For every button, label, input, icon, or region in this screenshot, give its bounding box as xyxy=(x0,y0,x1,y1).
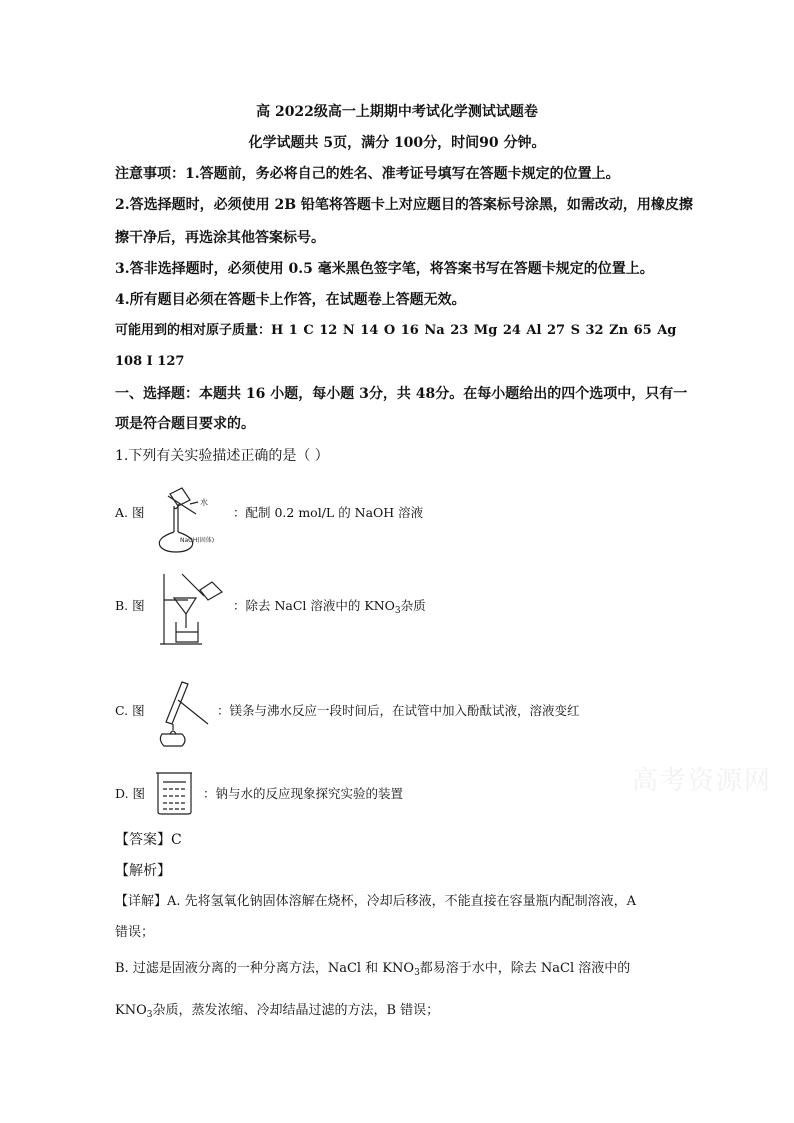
answer-line: 【答案】C xyxy=(115,832,182,848)
detail-b-line-2-main: KNO xyxy=(115,1003,147,1018)
detail-b-line-2-subscript: 3 xyxy=(146,1010,153,1020)
option-a-text: ：配制 0.2 mol/L 的 NaOH 溶液 xyxy=(233,505,424,520)
notice-line-2b: 擦干净后，再选涂其他答案标号。 xyxy=(115,230,325,246)
exam-subtitle: 化学试题共 5页，满分 100分，时间90 分钟。 xyxy=(248,135,546,151)
detail-b-line-2 xyxy=(115,1001,439,1025)
detail-b-line-1-subscript: 3 xyxy=(414,968,420,978)
atomic-masses-line-a: 可能用到的相对原子质量：H 1 C 12 N 14 O 16 Na 23 Mg 24 Al 27 S 32 Zn 65 Ag xyxy=(115,323,677,338)
detail-b-line-1 xyxy=(115,959,630,983)
volumetric-flask-figure xyxy=(150,486,232,554)
detail-a-line-1: 【详解】A. 先将氢氧化钠固体溶解在烧杯，冷却后移液，不能直接在容量瓶内配制溶液，A xyxy=(115,894,637,909)
option-c-label: C. 图 xyxy=(115,703,145,718)
notice-line-3: 3.答非选择题时，必须使用 0.5 毫米黑色签字笔，将答案书写在答题卡规定的位置上。 xyxy=(115,261,654,277)
option-b-text-tail: 杂质 xyxy=(400,598,426,613)
option-b-text xyxy=(233,596,426,621)
watermark-text: 高考资源网 xyxy=(632,766,773,796)
figure-label-naoh: NaOH(固体) xyxy=(180,537,215,544)
figure-label-water: 水 xyxy=(200,498,208,507)
notice-line-1: 注意事项：1.答题前，务必将自己的姓名、准考证号填写在答题卡规定的位置上。 xyxy=(115,166,620,182)
notice-line-4: 4.所有题目必须在答题卡上作答，在试题卷上答题无效。 xyxy=(115,292,466,308)
test-tube-heating-figure xyxy=(148,678,214,752)
detail-a-line-2: 错误； xyxy=(115,925,155,940)
option-a-label: A. 图 xyxy=(115,505,145,520)
option-d-text: ：钠与水的反应现象探究实验的装置 xyxy=(203,786,404,801)
option-d-label: D. 图 xyxy=(115,786,146,801)
section-heading-b: 项是符合题目要求的。 xyxy=(115,416,255,432)
option-b-label: B. 图 xyxy=(115,598,145,613)
option-b-text-main: ：除去 NaCl 溶液中的 KNO xyxy=(233,598,395,613)
detail-b-line-1-main: B. 过滤是固液分离的一种分离方法，NaCl 和 KNO xyxy=(115,961,415,976)
beaker-figure xyxy=(152,770,198,816)
atomic-masses-line-b: 108 I 127 xyxy=(115,354,185,369)
detail-b-line-2-tail: 杂质，蒸发浓缩、冷却结晶过滤的方法，B 错误； xyxy=(152,1003,440,1018)
detail-b-line-1-tail: 都易溶于水中，除去 NaCl 溶液中的 xyxy=(419,961,631,976)
notice-line-2a: 2.答选择题时，必须使用 2B 铅笔将答题卡上对应题目的答案标号涂黑，如需改动，用橡皮擦 xyxy=(115,197,693,213)
section-heading-a: 一、选择题：本题共 16 小题，每小题 3分，共 48分。在每小题给出的四个选项中，只有一 xyxy=(115,386,688,402)
analysis-label: 【解析】 xyxy=(115,863,171,879)
filtration-apparatus-figure xyxy=(158,570,230,646)
exam-title: 高 2022级高一上期期中考试化学测试试题卷 xyxy=(256,104,538,120)
option-b-subscript: 3 xyxy=(394,606,401,616)
question-1-stem: 1.下列有关实验描述正确的是（ ） xyxy=(115,448,329,464)
option-c-text: ：镁条与沸水反应一段时间后，在试管中加入酚酞试液，溶液变红 xyxy=(217,703,580,718)
